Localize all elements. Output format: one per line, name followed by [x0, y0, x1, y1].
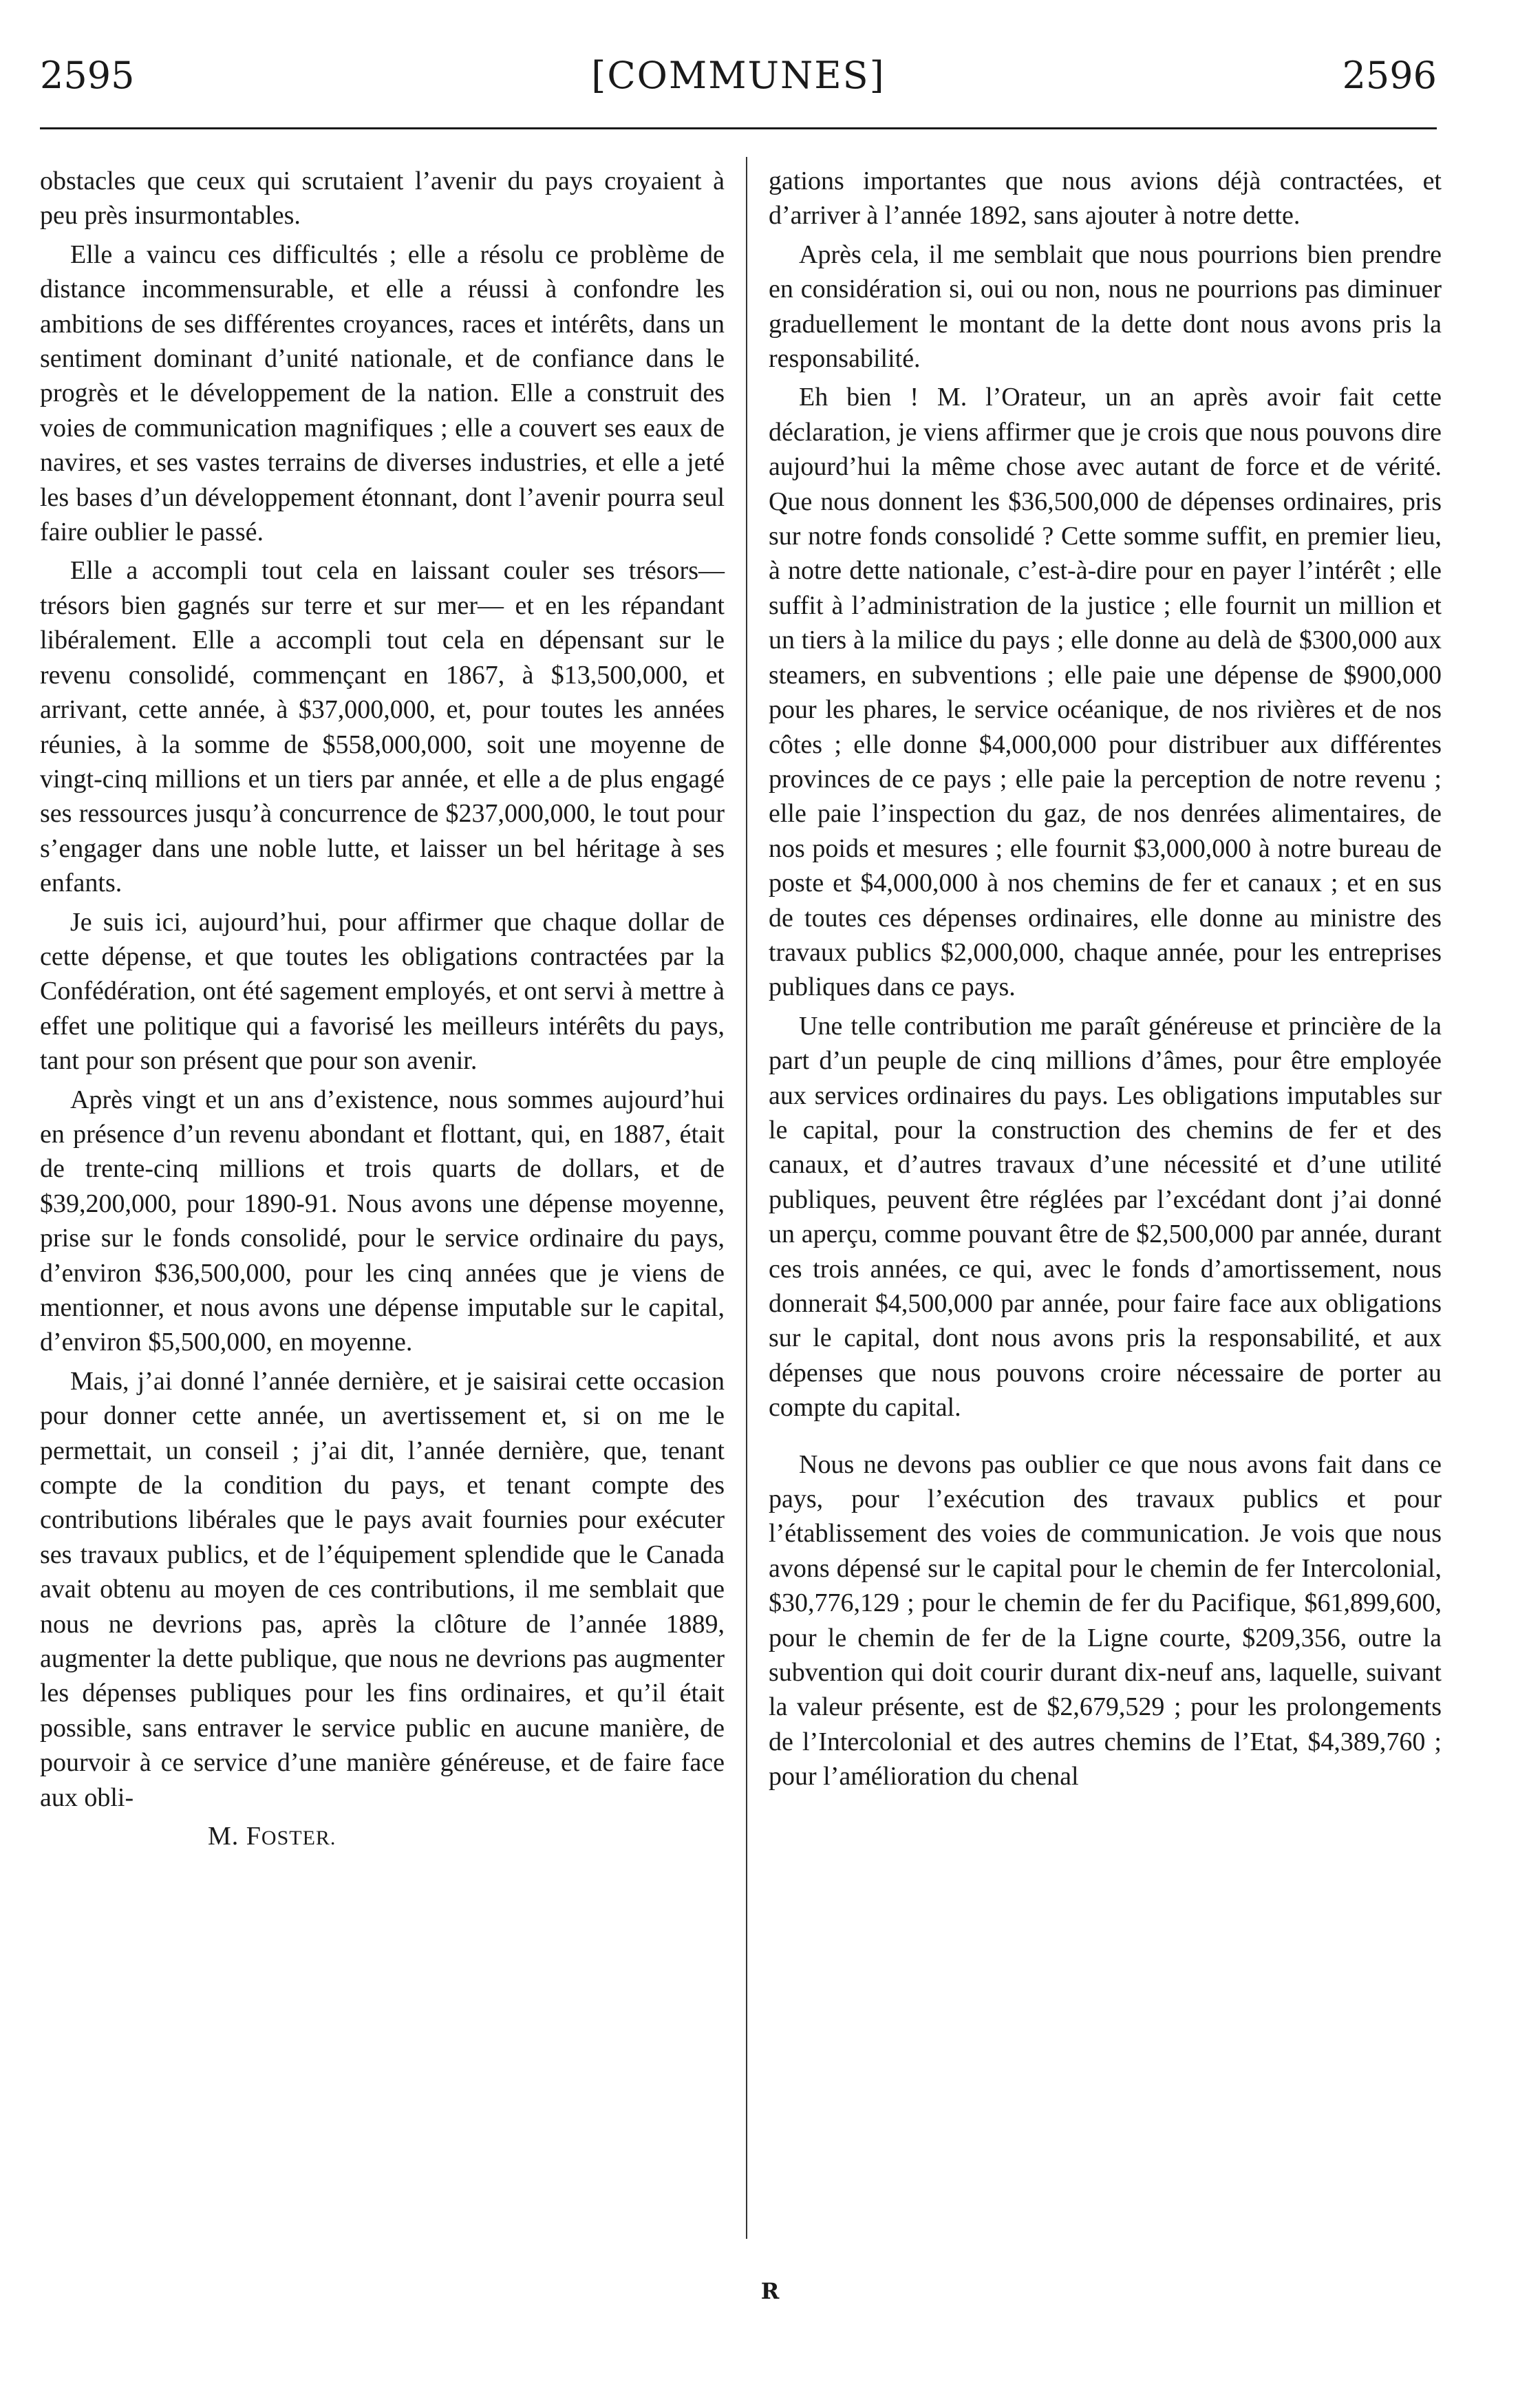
- speaker-signature: [40, 1819, 725, 1855]
- paragraph: Nous ne devons pas oublier ce que nous avons fait dans ce pays, pour l’exécution des travaux publics et pour l’établissement des voies de communication. Je vois que nous avons dépensé sur le capital pour le chemin de fer Intercolonial, $30,776,129 ; pour le chemin de fer du Pacifique, $61,899,600, pour le chemin de fer de la Ligne courte, $209,356, outre la subvention qui doit courir durant dix-neuf ans, laquelle, suivant la valeur présente, est de $2,679,529 ; pour les prolongements de l’Intercolonial et des autres chemins de l’Etat, $4,389,760 ; pour l’amélioration du chenal: [769, 1449, 1442, 1791]
- paragraph: obstacles que ceux qui scrutaient l’avenir du pays croyaient à peu près insurmontables.: [40, 167, 725, 231]
- paragraph: Elle a accompli tout cela en laissant couler ses trésors—trésors bien gagnés sur terre et sur mer— et en les répandant libéralement. Elle a accompli tout cela en dépensant sur le revenu consolidé, commençant en 1867, à $13,500,000, et arrivant, cette année, à $37,000,000, et, pour toutes les années réunies, à la somme de $558,000,000, soit une moyenne de vingt-cinq millions et un tiers par année, et elle a de plus engagé ses ressources jusqu’à concurrence de $237,000,000, le tout pour s’engager dans une noble lutte, et laisser un bel héritage à ses enfants.: [40, 556, 725, 898]
- paragraph: Elle a vaincu ces difficultés ; elle a résolu ce problème de distance incommensurable, et elle a réussi à confondre les ambitions de ses différentes croyances, races et intérêts, dans un sentiment dominant d’unité nationale, et de confiance dans le progrès et le développement de la nation. Elle a construit des voies de communication magnifiques ; elle a couvert ses eaux de navires, et ses vastes terrains de diverses industries, et elle a jeté les bases d’un développement étonnant, dont l’avenir pourra seul faire oublier le passé.: [40, 240, 725, 547]
- paragraph: Eh bien ! M. l’Orateur, un an après avoir fait cette déclaration, je viens affirmer que je crois que nous pouvons dire aujourd’hui la même chose avec autant de force et de vérité. Que nous donnent les $36,500,000 de dépenses ordinaires, pris sur notre fonds consolidé ? Cette somme suffit, en premier lieu, à notre dette nationale, c’est-à-dire pour en payer l’intérêt ; elle suffit à l’administration de la justice ; elle fournit un million et un tiers à la milice du pays ; elle donne au delà de $300,000 aux steamers, en subventions ; elle paie une dépense de $900,000 pour les phares, le service océanique, de nos rivières et de nos côtes ; elle donne $4,000,000 pour distribuer aux différentes provinces de ce pays ; elle paie la perception de notre revenu ; elle paie l’inspection du gaz, de nos denrées alimentaires, de nos poids et mesures ; elle fournit $3,000,000 à notre bureau de poste et $4,000,000 à nos chemins de fer et canaux ; et en sus de toutes ces dépenses ordinaires, elle donne au ministre des travaux publics $2,000,000, chaque année, pour les entreprises publiques dans ce pays.: [769, 383, 1442, 1002]
- paragraph: Une telle contribution me paraît généreuse et princière de la part d’un peuple de cinq millions d’âmes, pour être employée aux services ordinaires du pays. Les obligations imputables sur le capital, pour la construction des chemins de fer et des canaux, et d’autres travaux d’une nécessité et d’une utilité publiques, peuvent être réglées par l’excédant dont j’ai donné un aperçu, comme pouvant être de $2,500,000 par année, durant ces trois années, ce qui, avec le fonds d’amortissement, nous donnerait $4,500,000 par année, pour faire face aux obligations sur le capital, dont nous avons pris la responsabilité, et aux dépenses que nous pouvons croire nécessaire de porter au compte du capital.: [769, 1011, 1442, 1423]
- paragraph: Je suis ici, aujourd’hui, pour affirmer que chaque dollar de cette dépense, et que toutes les obligations contractées par la Confédération, ont été sagement employés, et ont servi à mettre à effet une politique qui a favorisé les meilleurs intérêts du pays, tant pour son présent que pour son avenir.: [40, 907, 725, 1076]
- paragraph: Après vingt et un ans d’existence, nous sommes aujourd’hui en présence d’un revenu abondant et flottant, qui, en 1887, était de trente-cinq millions et trois quarts de dollars, et de $39,200,000, pour 1890-91. Nous avons une dépense moyenne, prise sur le fonds consolidé, pour le service ordinaire du pays, d’environ $36,500,000, pour les cinq années que je viens de mentionner, et nous avons une dépense imputable sur le capital, d’environ $5,500,000, en moyenne.: [40, 1085, 725, 1357]
- page-number-right: 2596: [1342, 54, 1437, 97]
- right-column: [769, 164, 1442, 1798]
- signature-initial: M. F: [208, 1822, 261, 1851]
- signature-rest: OSTER.: [261, 1827, 336, 1850]
- left-column: [40, 164, 725, 1860]
- paragraph: gations importantes que nous avions déjà contractées, et d’arriver à l’année 1892, sans ajouter à notre dette.: [769, 167, 1442, 231]
- page-number-left: 2595: [40, 54, 135, 97]
- paragraph: Après cela, il me semblait que nous pourrions bien prendre en considération si, oui ou non, nous ne pourrions pas diminuer graduellement le montant de la dette dont nous avons pris la responsabilité.: [769, 240, 1442, 374]
- header-rule: [40, 127, 1437, 129]
- column-divider: [746, 157, 747, 2239]
- signature-mark: R: [760, 2278, 780, 2304]
- running-header: [40, 48, 1437, 103]
- running-title: [COMMUNES]: [591, 54, 886, 97]
- paragraph: Mais, j’ai donné l’année dernière, et je saisirai cette occasion pour donner cette année, un avertissement et, si on me le permettait, un conseil ; j’ai dit, l’année dernière, que, tenant compte de la condition du pays, et tenant compte des contributions libérales que le pays avait fournies pour exécuter ses travaux publics, et de l’équipement splendide que le Canada avait obtenu au moyen de ces contributions, il me semblait que nous ne devrions pas, après la clôture de l’année 1889, augmenter la dette publique, que nous ne devrions pas augmenter les dépenses publiques pour les fins ordinaires, et qu’il était possible, sans entraver le service public en aucune manière, de pourvoir à ce service d’une manière généreuse, et de faire face aux obli-: [40, 1366, 725, 1812]
